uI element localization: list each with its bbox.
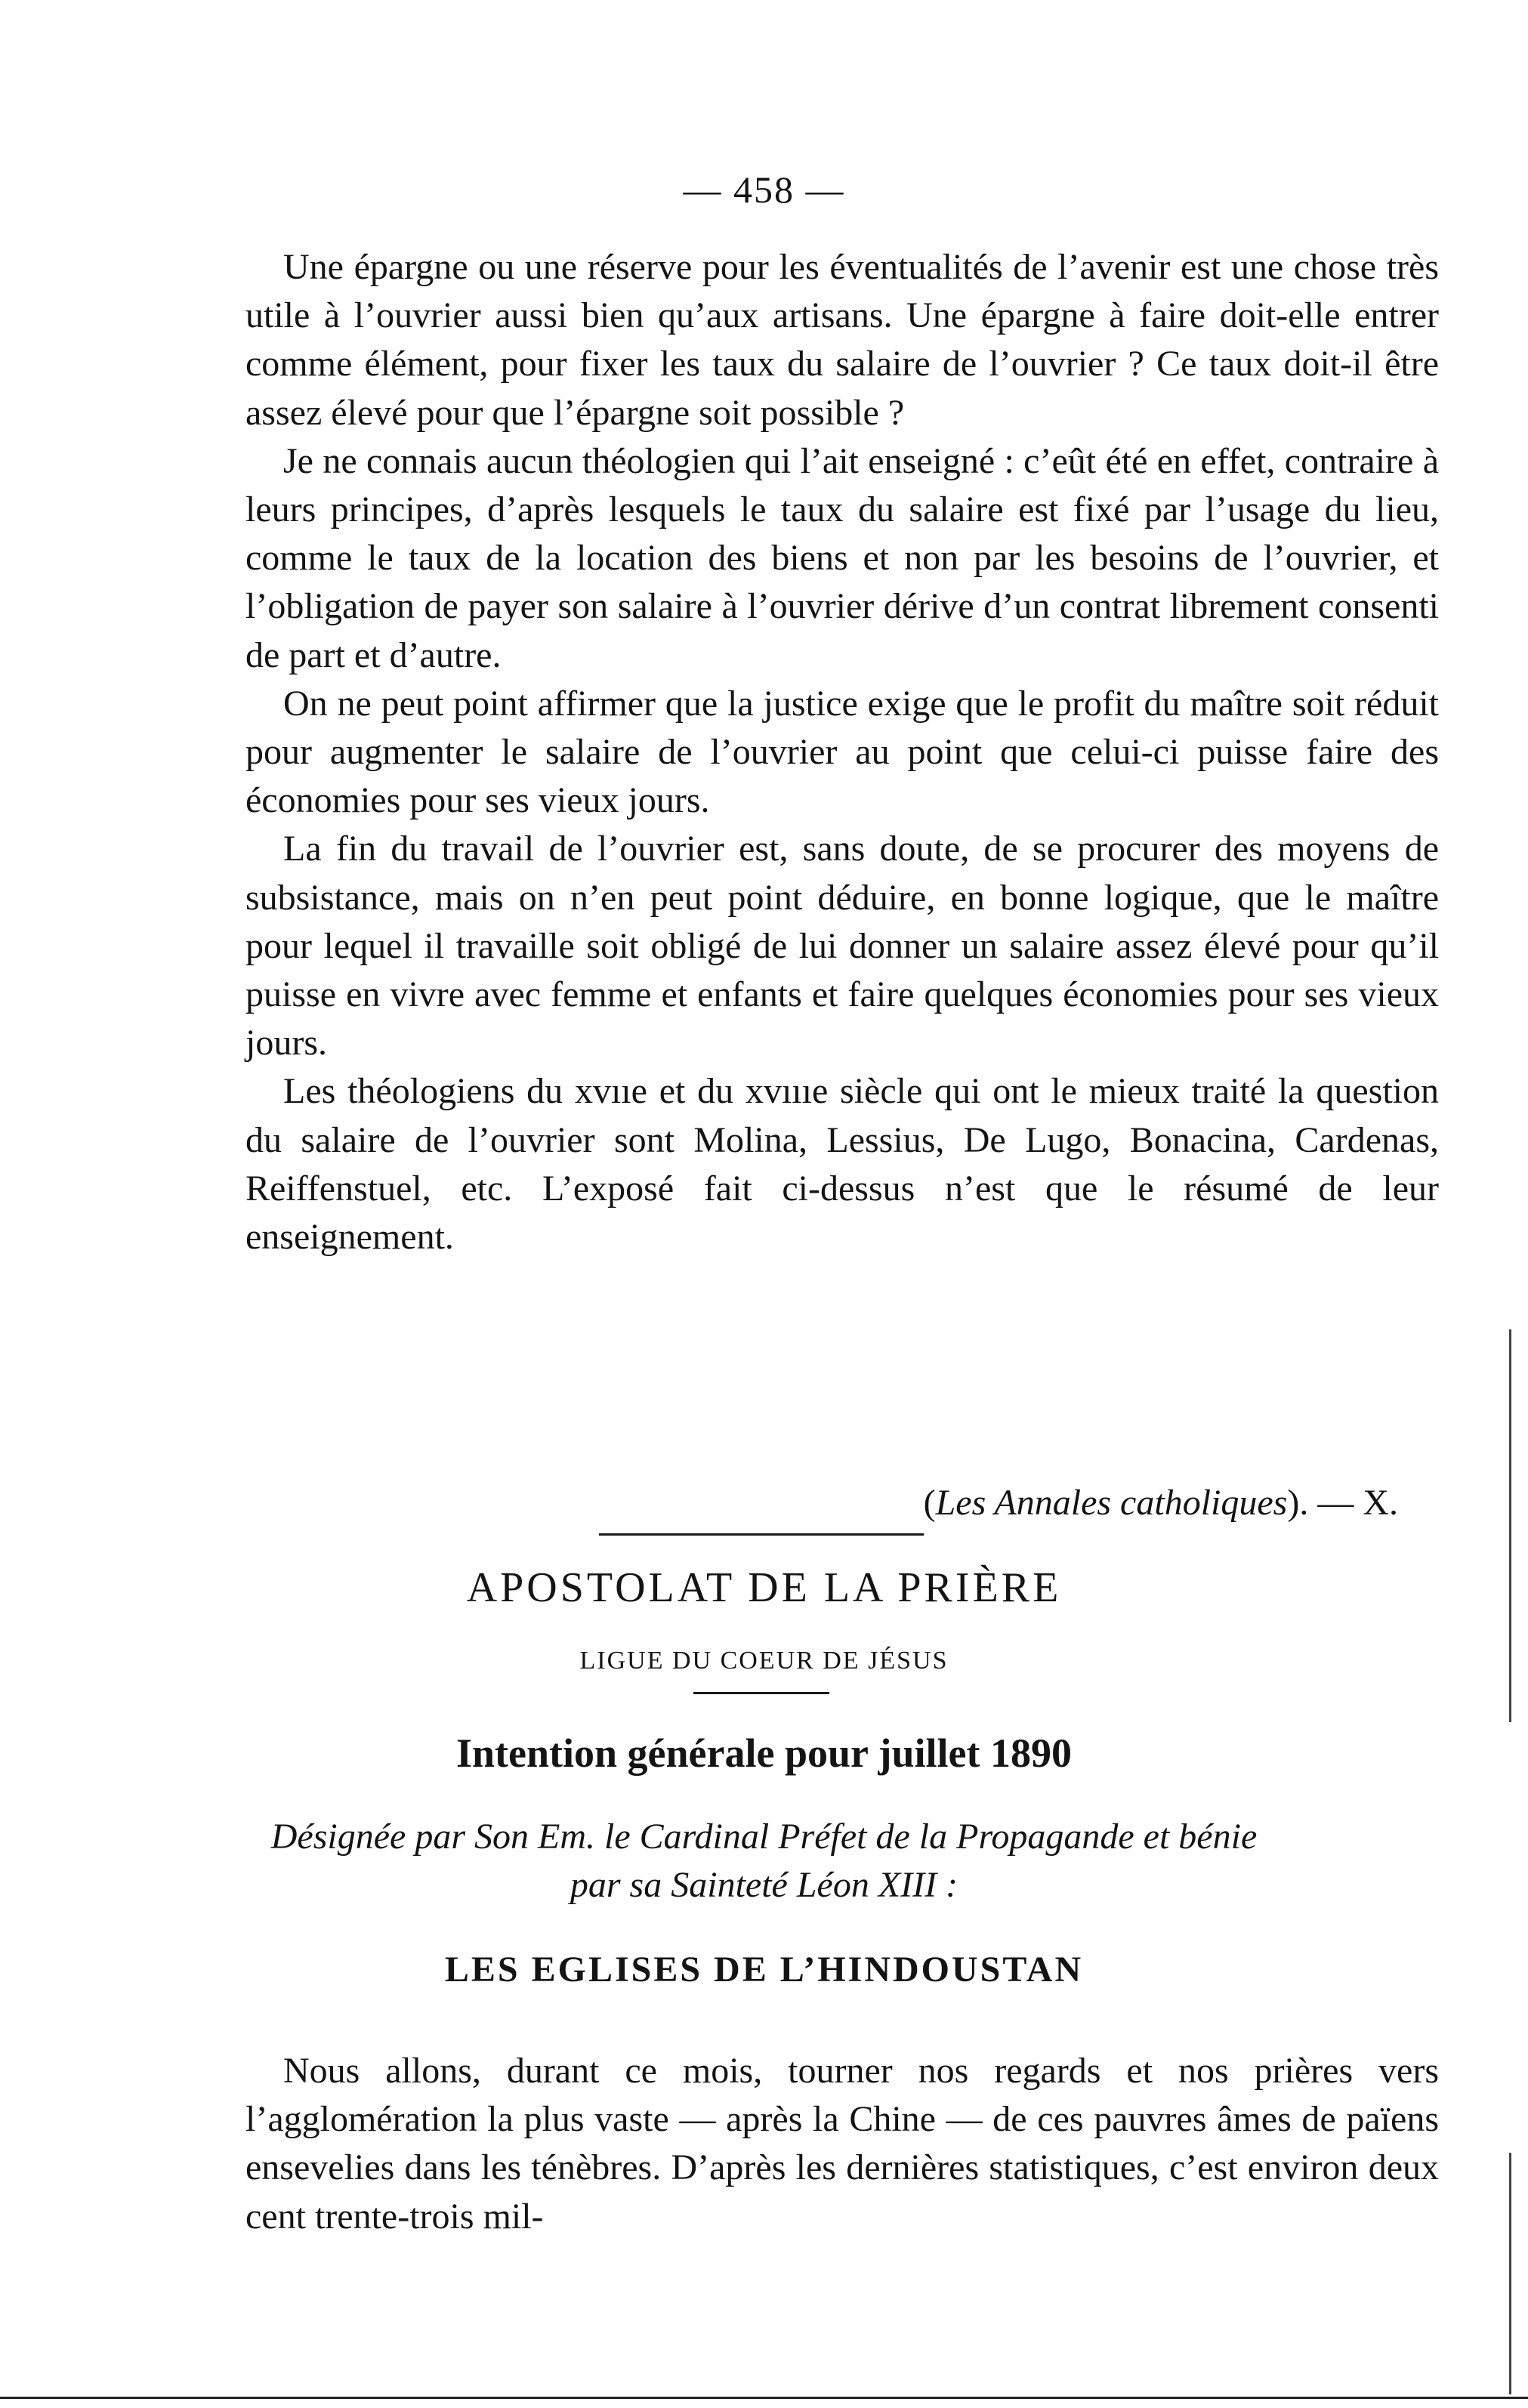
paragraph-theologians: Je ne connais aucun théologien qui l’ait enseigné : c’eût été en effet, contraire à leurs principes, d’après lesquels le taux du salaire est fixé par l’usage du lieu, comme le taux de la location des biens et non par les besoins de l’ouvrier, et l’obligation de payer son salaire à l’ouvrier dérive d’un contrat librement consenti de part et d’autre. — [245, 440, 1439, 675]
section-title: APOSTOLAT DE LA PRIÈRE — [466, 1564, 1062, 1611]
source-close: ). — X. — [1287, 1483, 1398, 1523]
paragraph-work-purpose: La fin du travail de l’ouvrier est, sans doute, de se procurer des moyens de subsistance, mais on n’en peut point déduire, en bonne logique, que le maître pour lequel il travaille soit obligé de lui donner un salaire assez élevé pour qu’il puisse en vivre avec femme et enfants et faire quelques économies pour ses vieux jours. — [245, 829, 1439, 1064]
page-edge-mark — [1509, 2153, 1511, 2394]
paragraph-hindustan: Nous allons, durant ce mois, tourner nos regards et nos prières vers l’agglomération la plus vaste — après la Chine — de ces pauvres âmes de païens ensevelies dans les ténèbres. D’après les dernières statistiques, c’est environ deux cent trente-trois mil- — [245, 2051, 1439, 2237]
church-title: LES EGLISES DE L’HINDOUSTAN — [444, 1950, 1084, 1990]
designation-text — [0, 1813, 1528, 1909]
page-number: — 458 — — [683, 168, 845, 211]
page-edge-mark — [1509, 1329, 1511, 1722]
source-title: Les Annales catholiques — [935, 1483, 1288, 1523]
section-divider — [599, 1533, 924, 1536]
paragraph-savings: Une épargne ou une réserve pour les éventualités de l’avenir est une chose très utile à l’ouvrier aussi bien qu’aux artisans. Une épargne à faire doit-elle entrer comme élément, pour fixer les taux du salaire de l’ouvrier ? Ce taux doit-il être assez élevé pour que l’épargne soit possible ? — [245, 247, 1439, 433]
paragraph-justice: On ne peut point affirmer que la justice exige que le profit du maître soit réduit pour augmenter le salaire de l’ouvrier au point que celui-ci puisse faire des économies pour ses vieux jours. — [245, 683, 1439, 821]
section-subtitle: LIGUE DU COEUR DE JÉSUS — [579, 1647, 949, 1675]
intention-body — [245, 2047, 1439, 2241]
source-citation — [924, 1480, 1398, 1526]
intention-title: Intention générale pour juillet 1890 — [456, 1730, 1072, 1776]
designation-line-1: Désignée par Son Em. le Cardinal Préfet de la Propagande et bénie — [270, 1817, 1258, 1857]
subtitle-divider — [693, 1692, 829, 1694]
designation-line-2: par sa Sainteté Léon XIII : — [570, 1865, 958, 1905]
paragraph-sources: Les théologiens du xvııe et du xvıııe siècle qui ont le mieux traité la question du salaire de l’ouvrier sont Molina, Lessius, De Lugo, Bonacina, Cardenas, Reiffenstuel, etc. L’exposé fait ci-dessus n’est que le résumé de leur enseignement. — [245, 1071, 1439, 1258]
source-open: ( — [923, 1483, 936, 1523]
article-body — [245, 243, 1439, 1261]
page-bottom-edge — [0, 2397, 1528, 2399]
